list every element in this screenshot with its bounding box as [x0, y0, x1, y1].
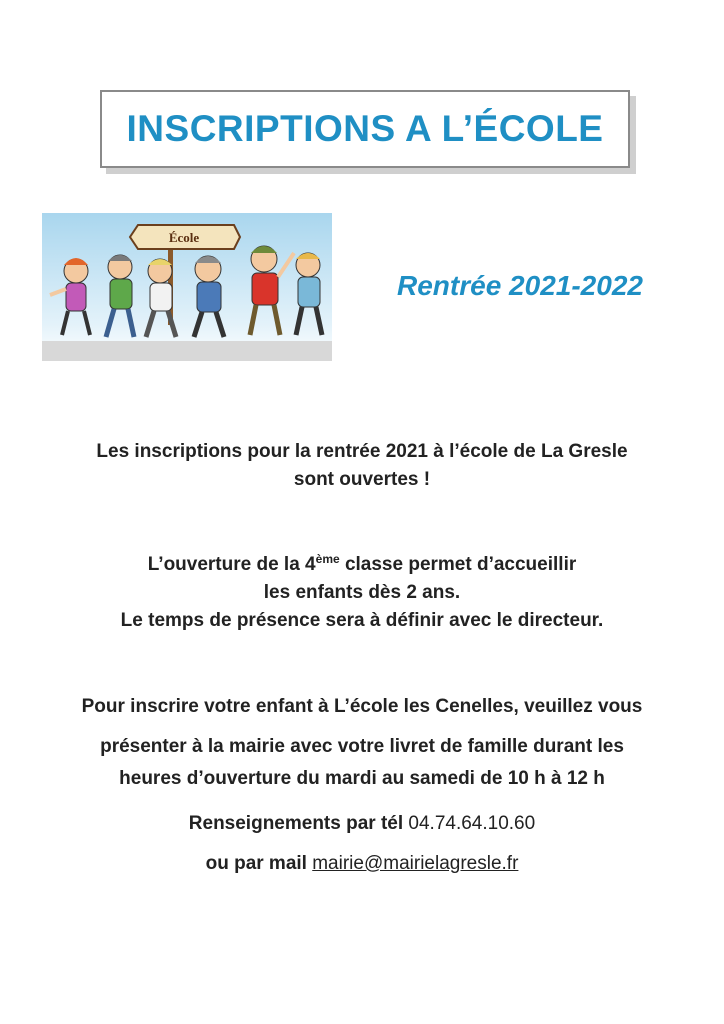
enrollment-line: heures d’ouverture du mardi au samedi de 10 h à 12 h [119, 768, 605, 789]
intro-paragraph [20, 438, 704, 494]
school-year-subtitle: Rentrée 2021-2022 [397, 270, 643, 301]
ground [42, 341, 332, 361]
email-label: ou par mail [205, 853, 313, 874]
intro-line: sont ouvertes ! [293, 469, 431, 490]
email-link[interactable]: mairie@mairielagresle.fr [312, 853, 519, 874]
sign-label: École [168, 230, 200, 245]
email-line [20, 850, 704, 878]
title-box [100, 90, 630, 168]
title-frame [100, 90, 630, 168]
phone-number: 04.74.64.10.60 [408, 813, 536, 834]
class-info-line [20, 551, 704, 579]
class-info-paragraph [20, 551, 704, 635]
class-info-text: L’ouverture de la 4 [147, 554, 316, 575]
class-info-text: classe permet d’accueillir [339, 554, 577, 575]
page-title: INSCRIPTIONS A L’ÉCOLE [126, 108, 604, 149]
enrollment-line: présenter à la mairie avec votre livret de famille durant les [100, 736, 624, 757]
enrollment-line: Pour inscrire votre enfant à L’école les Cenelles, veuillez vous [81, 696, 643, 717]
intro-line: Les inscriptions pour la rentrée 2021 à l’école de La Gresle [96, 441, 628, 462]
class-info-line: les enfants dès 2 ans. [263, 582, 461, 603]
phone-label: Renseignements par tél [188, 813, 409, 834]
phone-line [20, 810, 704, 838]
ordinal-superscript: ème [315, 552, 340, 566]
children-walking-illustration [42, 213, 332, 361]
class-info-line: Le temps de présence sera à définir avec le directeur. [120, 610, 604, 631]
